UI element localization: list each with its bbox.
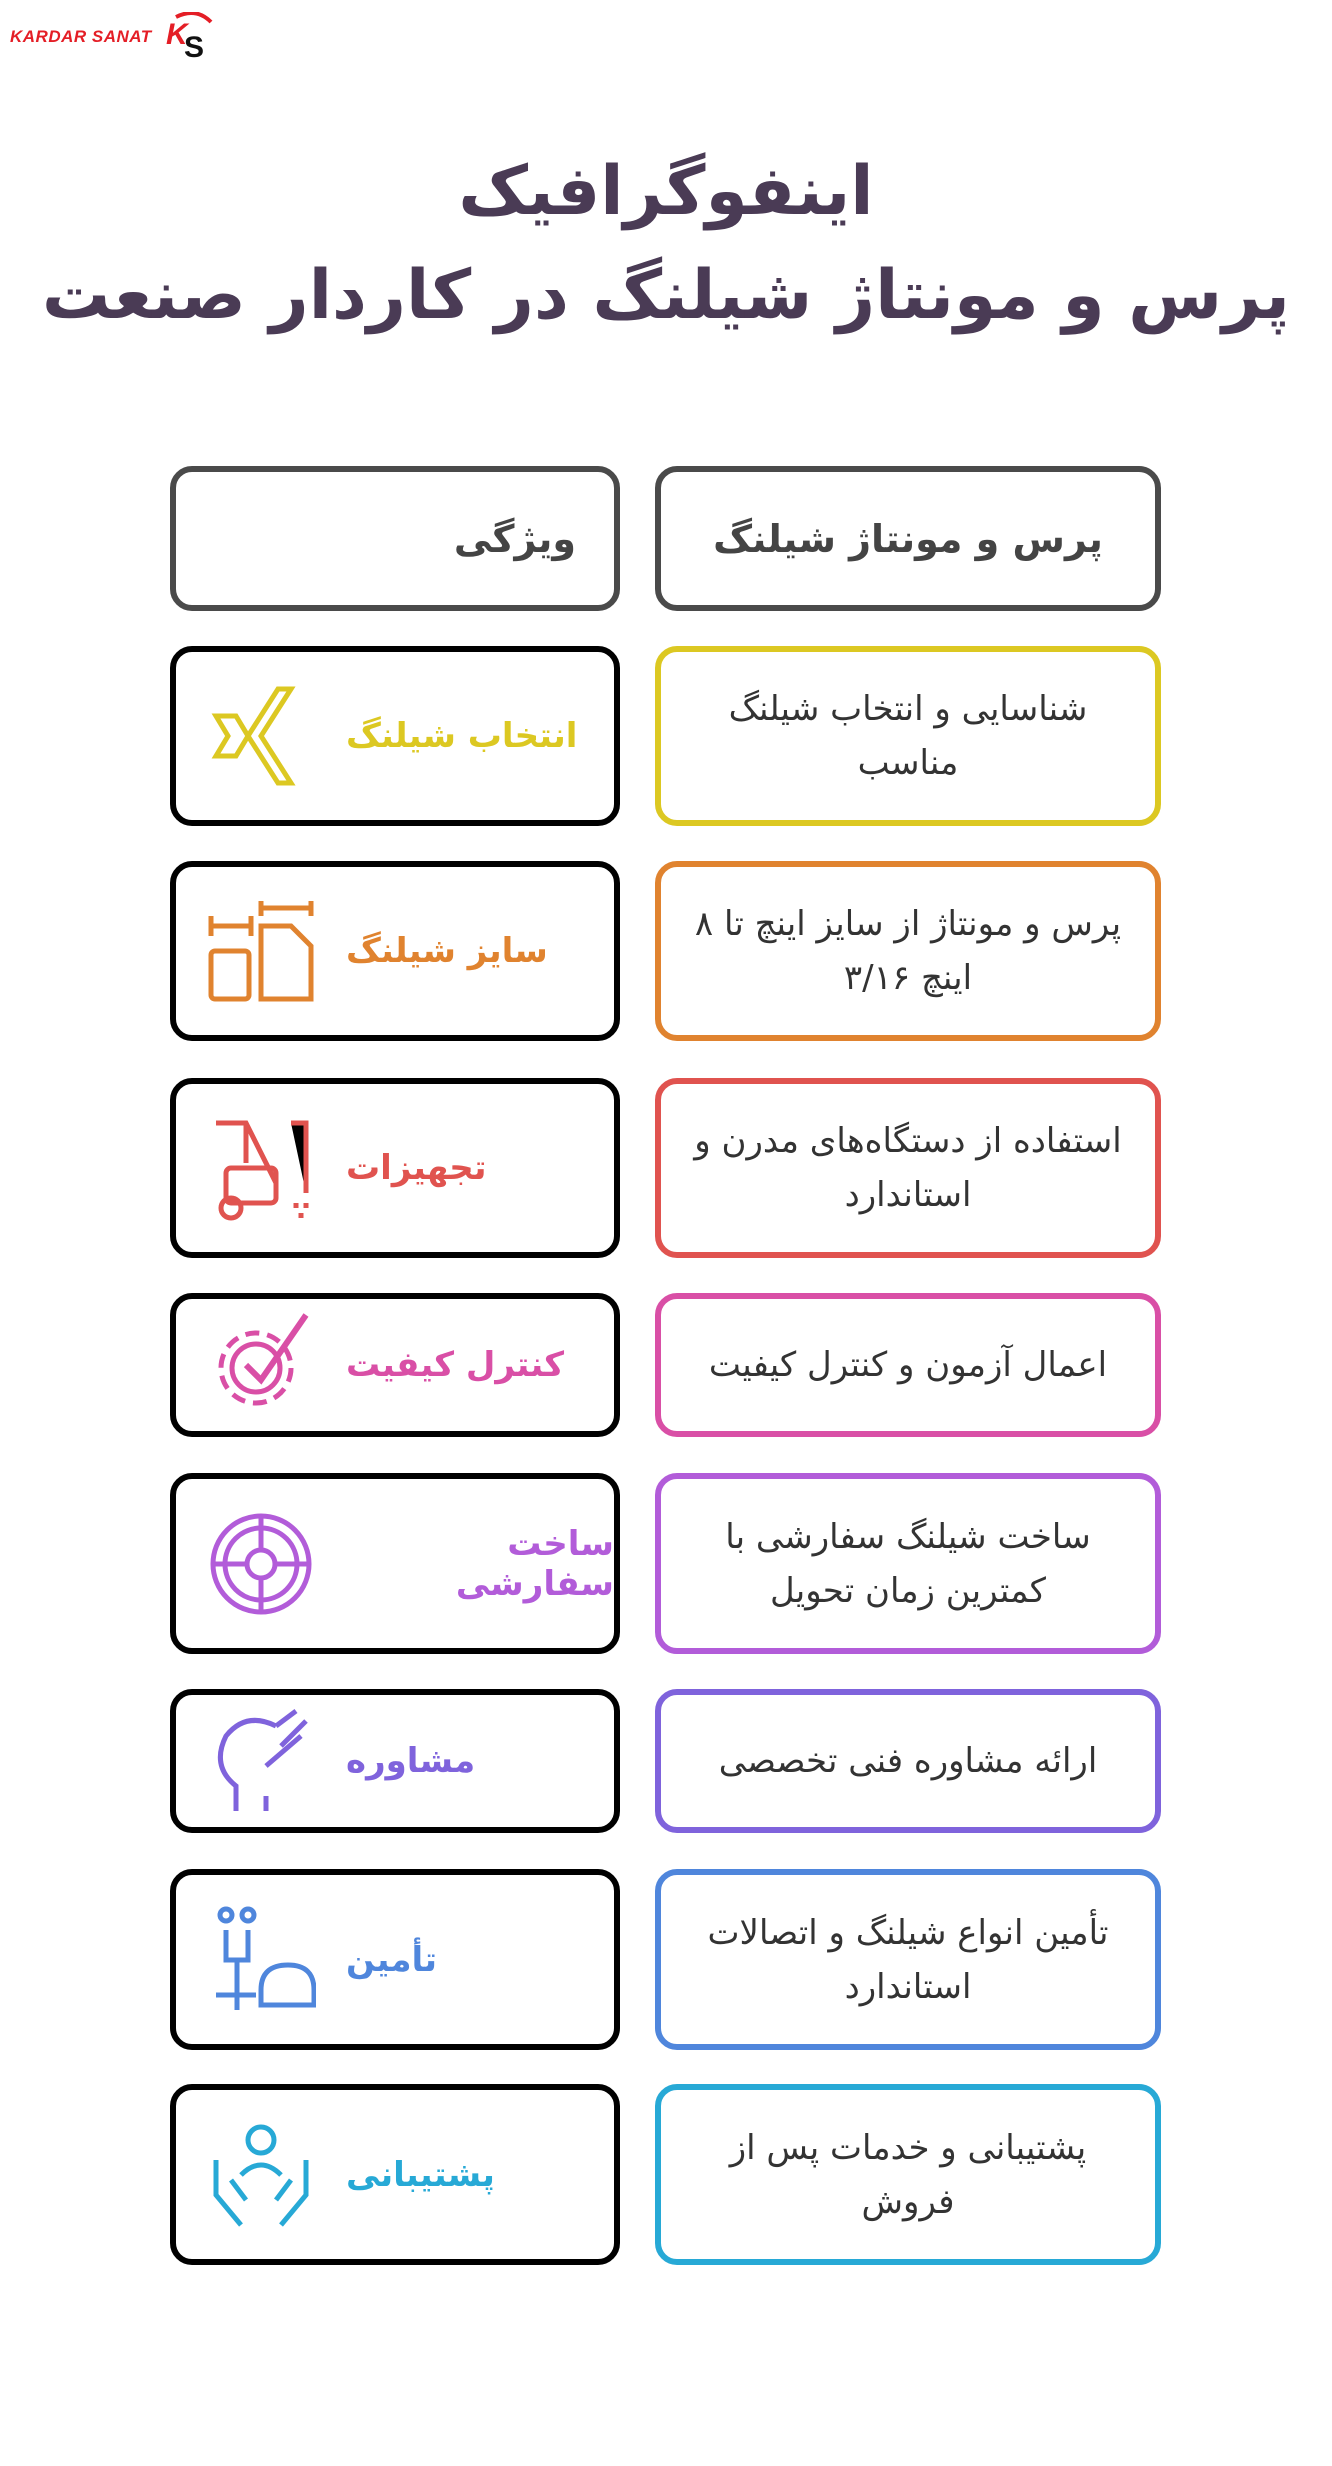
feature-label: انتخاب شیلنگ [346,716,578,756]
service-card [655,1293,1161,1437]
svg-text:S: S [183,31,204,62]
feature-label: پشتیبانی [346,2154,495,2195]
title-line-2: پرس و مونتاژ شیلنگ در کاردار صنعت [42,256,1290,335]
feature-card [170,861,620,1041]
pressure-washer-icon [206,1113,316,1223]
svg-text:K: K [165,18,188,51]
support-hands-icon [206,2120,316,2230]
feature-card [170,646,620,826]
gear-check-icon [206,1310,316,1420]
service-description: استفاده از دستگاه‌های مدرن و استاندارد [694,1121,1122,1215]
service-description: تأمین انواع شیلنگ و اتصالات استاندارد [707,1912,1109,2007]
service-card [655,1689,1161,1833]
ks-logo-icon [156,12,216,62]
feature-card [170,1473,620,1654]
header-feature-label: ویژگی [453,516,576,561]
target-icon [206,1509,316,1619]
page-title [0,140,1332,348]
size-icon [206,896,316,1006]
logo [10,12,216,62]
service-description: پشتیبانی و خدمات پس از فروش [729,2127,1087,2222]
feature-label: ساخت سفارشی [455,1523,614,1604]
service-card [655,1078,1161,1258]
logo-text: KARDAR SANAT [10,27,152,46]
header-service [655,466,1161,611]
feature-card [170,1869,620,2050]
consult-head-icon [206,1706,316,1816]
chevrons-icon [206,681,316,791]
feature-card [170,1689,620,1833]
feature-label: کنترل کیفیت [346,1345,565,1385]
feature-label: مشاوره [346,1741,476,1781]
service-card [655,1869,1161,2050]
service-card [655,646,1161,826]
service-description: شناسایی و انتخاب شیلنگ مناسب [728,689,1088,783]
feature-label: تجهیزات [346,1148,487,1188]
feature-label: تأمین [346,1939,438,1980]
service-card [655,861,1161,1041]
supply-icon [206,1905,316,2015]
header-service-label: پرس و مونتاژ شیلنگ [713,516,1103,561]
service-card [655,2084,1161,2265]
header-feature [170,466,620,611]
service-description: اعمال آزمون و کنترل کیفیت [708,1345,1108,1385]
feature-label: سایز شیلنگ [346,931,548,971]
service-description: پرس و مونتاژ از سایز اینچ تا ۸ اینچ ۳/۱۶ [694,904,1122,998]
feature-card [170,1078,620,1258]
service-description: ساخت شیلنگ سفارشی با کمترین زمان تحویل [725,1516,1091,1611]
service-description: ارائه مشاوره فنی تخصصی [718,1741,1098,1781]
feature-card [170,2084,620,2265]
title-line-1: اینفوگرافیک [458,152,874,231]
service-card [655,1473,1161,1654]
feature-card [170,1293,620,1437]
